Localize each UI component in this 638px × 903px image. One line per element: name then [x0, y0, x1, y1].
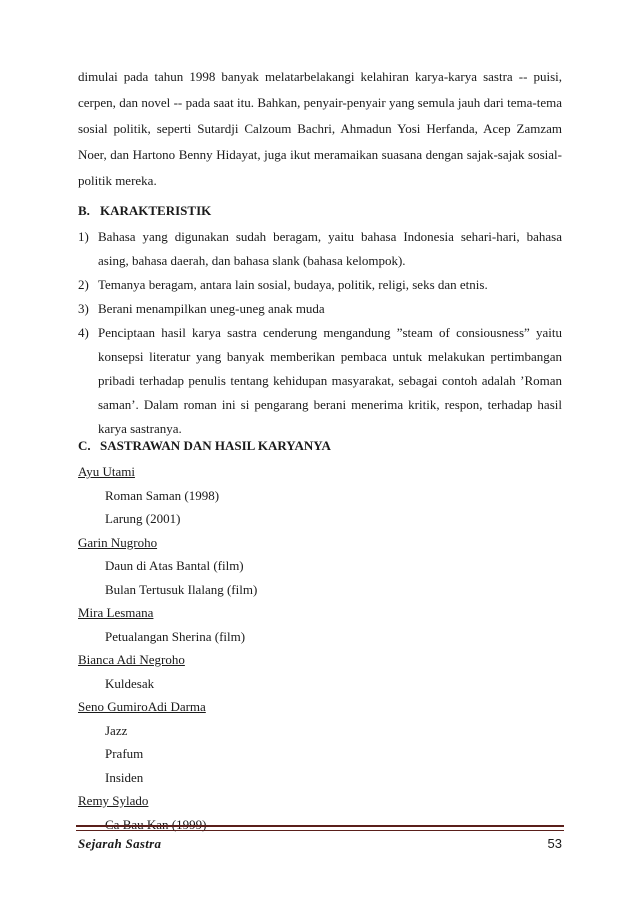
author-name: Mira Lesmana: [78, 605, 154, 620]
work-item: Prafum: [105, 746, 144, 761]
section-c-title: SASTRAWAN DAN HASIL KARYANYA: [100, 438, 331, 453]
work-item: Roman Saman (1998): [105, 487, 220, 503]
work-item: Daun di Atas Bantal (film): [105, 558, 244, 573]
section-c-heading: [78, 438, 331, 454]
list-item: [78, 297, 562, 321]
work-item: Jazz: [105, 722, 128, 738]
list-item: [78, 273, 562, 297]
section-c-letter: C.: [78, 438, 91, 453]
work-item: Ca Bau Kan (1999): [105, 816, 207, 832]
footer-divider: [76, 825, 564, 827]
list-item: [78, 321, 562, 441]
section-b-title: KARAKTERISTIK: [100, 203, 212, 218]
list-item-number: 3): [78, 301, 89, 316]
author-name: Garin Nugroho: [78, 534, 158, 550]
footer-divider-thin: [76, 830, 564, 831]
list-item-text: Berani menampilkan uneg-uneg anak muda: [98, 301, 325, 316]
list-item-text: Bahasa yang digunakan sudah beragam, yaitu bahasa Indonesia sehari-hari, bahasa asing, bahasa daerah, dan bahasa slank (bahasa kelompok).: [98, 229, 562, 268]
work-item: Petualangan Sherina (film): [105, 628, 246, 644]
work-item: Larung (2001): [105, 511, 181, 526]
section-b-letter: B.: [78, 203, 90, 218]
intro-paragraph: dimulai pada tahun 1998 banyak melatarbelakangi kelahiran karya-karya sastra -- puisi, cerpen, dan novel -- pada saat itu. Bahkan, penyair-penyair yang semula jauh dari tema-tema sosial politik, seperti Sutardji Calzoum Bachri, Ahmadun Yosi Herfanda, Acep Zamzam Noer, dan Hartono Benny Hidayat, juga ikut meramaikan suasana dengan sajak-sajak sosial-politik mereka.: [78, 69, 562, 188]
author-name: Ayu Utami: [78, 464, 135, 479]
list-item-text: Temanya beragam, antara lain sosial, budaya, politik, religi, seks dan etnis.: [98, 277, 488, 292]
work-item: Bulan Tertusuk Ilalang (film): [105, 581, 258, 597]
list-item: [78, 225, 562, 273]
list-item-number: 1): [78, 229, 89, 244]
author-name: Remy Sylado: [78, 793, 149, 808]
work-item: Insiden: [105, 769, 144, 785]
list-item-text: Penciptaan hasil karya sastra cenderung mengandung ”steam of consiousness” yaitu konsepsi literatur yang banyak memberikan pembaca untuk melakukan pertimbangan pribadi terhadap penulis tentang kehidupan masyarakat, sebagai contoh adalah ’Roman saman’. Dalam roman ini si pengarang berani menerima kritik, respon, terhadap hasil karya sastranya.: [98, 325, 562, 436]
characteristics-list: [78, 225, 562, 441]
list-item-number: 4): [78, 325, 89, 340]
list-item-number: 2): [78, 277, 89, 292]
footer-title: Sejarah Sastra: [78, 836, 162, 851]
work-item: Kuldesak: [105, 675, 155, 691]
authors-list: [78, 460, 562, 836]
author-name: Bianca Adi Negroho: [78, 652, 185, 667]
page-number: 53: [547, 836, 562, 851]
section-b-heading: [78, 203, 211, 219]
author-name: Seno GumiroAdi Darma: [78, 699, 206, 714]
